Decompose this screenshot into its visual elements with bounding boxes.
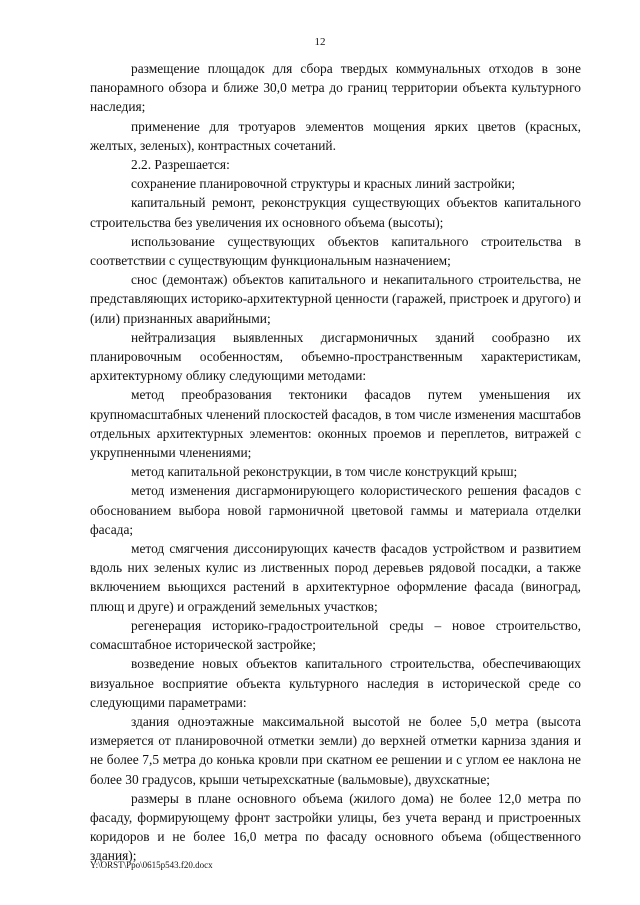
paragraph: капитальный ремонт, реконструкция существующих объектов капитального строительства без увеличения их основного объема (высоты); [90, 195, 581, 230]
paragraph: использование существующих объектов капитального строительства в соответствии с существующим функциональным назначением; [90, 233, 581, 269]
paragraph: здания одноэтажные максимальной высотой не более 5,0 метра (высота измеряется от планировочной отметки земли) до верхней отметки карниза здания и не более 7,5 метра до конька кровли при скатном ее решении и с углом ее наклона не более 30 градусов, крыши четырехскатные (вальмовые), двухскатные; [90, 713, 581, 787]
section-heading: 2.2. Разрешается: [131, 157, 230, 173]
paragraph: снос (демонтаж) объектов капитального и некапитального строительства, не представляющих историко-архитектурной ценности (гаражей, пристроек и другого) и (или) признанных аварийными; [90, 272, 581, 326]
paragraph: регенерация историко-градостроительной среды – новое строительство, сомасштабное исторической застройке; [90, 617, 581, 653]
paragraph: применение для тротуаров элементов мощения ярких цветов (красных, желтых, зеленых), контрастных сочетаний. [90, 118, 581, 153]
paragraph: метод капитальной реконструкции, в том числе конструкций крыш; [131, 464, 518, 480]
paragraph: метод смягчения диссонирующих качеств фасадов устройством и развитием вдоль них зеленых кулис из лиственных пород деревьев рядовой посадки, а также включением вьющихся растений в архитектурное оформление фасада (виноград, плющ и друге) и ограждений земельных участков; [90, 541, 581, 614]
paragraph: сохранение планировочной структуры и красных линий застройки; [131, 176, 516, 192]
page-number: 12 [314, 36, 326, 48]
paragraph: нейтрализация выявленных дисгармоничных зданий сообразно их планировочным особенностям, объемно-пространственным характеристикам, архитектурному облику следующими методами: [90, 329, 581, 384]
document-body [90, 59, 581, 866]
footer-file-path: Y:\ORST\Ppo\0615p543.f20.docx [90, 860, 213, 870]
paragraph: размещение площадок для сбора твердых коммунальных отходов в зоне панорамного обзора и ближе 30,0 метра до границ территории объекта культурного наследия; [90, 61, 581, 115]
paragraph: возведение новых объектов капитального строительства, обеспечивающих визуальное восприятие объекта культурного наследия в исторической среде со следующими параметрами: [90, 656, 581, 710]
paragraph: размеры в плане основного объема (жилого дома) не более 12,0 метра по фасаду, формирующему фронт застройки улицы, без учета веранд и пристроенных коридоров и не более 16,0 метра по фасаду основного объема (общественного здания); [90, 790, 581, 864]
paragraph: метод изменения дисгармонирующего колористического решения фасадов с обоснованием выбора новой гармоничной цветовой гаммы и материала отделки фасада; [90, 483, 581, 537]
paragraph: метод преобразования тектоники фасадов путем уменьшения их крупномасштабных членений плоскостей фасадов, в том числе изменения масштабов отдельных архитектурных элементов: оконных проемов и переплетов, витражей с укрупненными членениями; [90, 387, 581, 461]
